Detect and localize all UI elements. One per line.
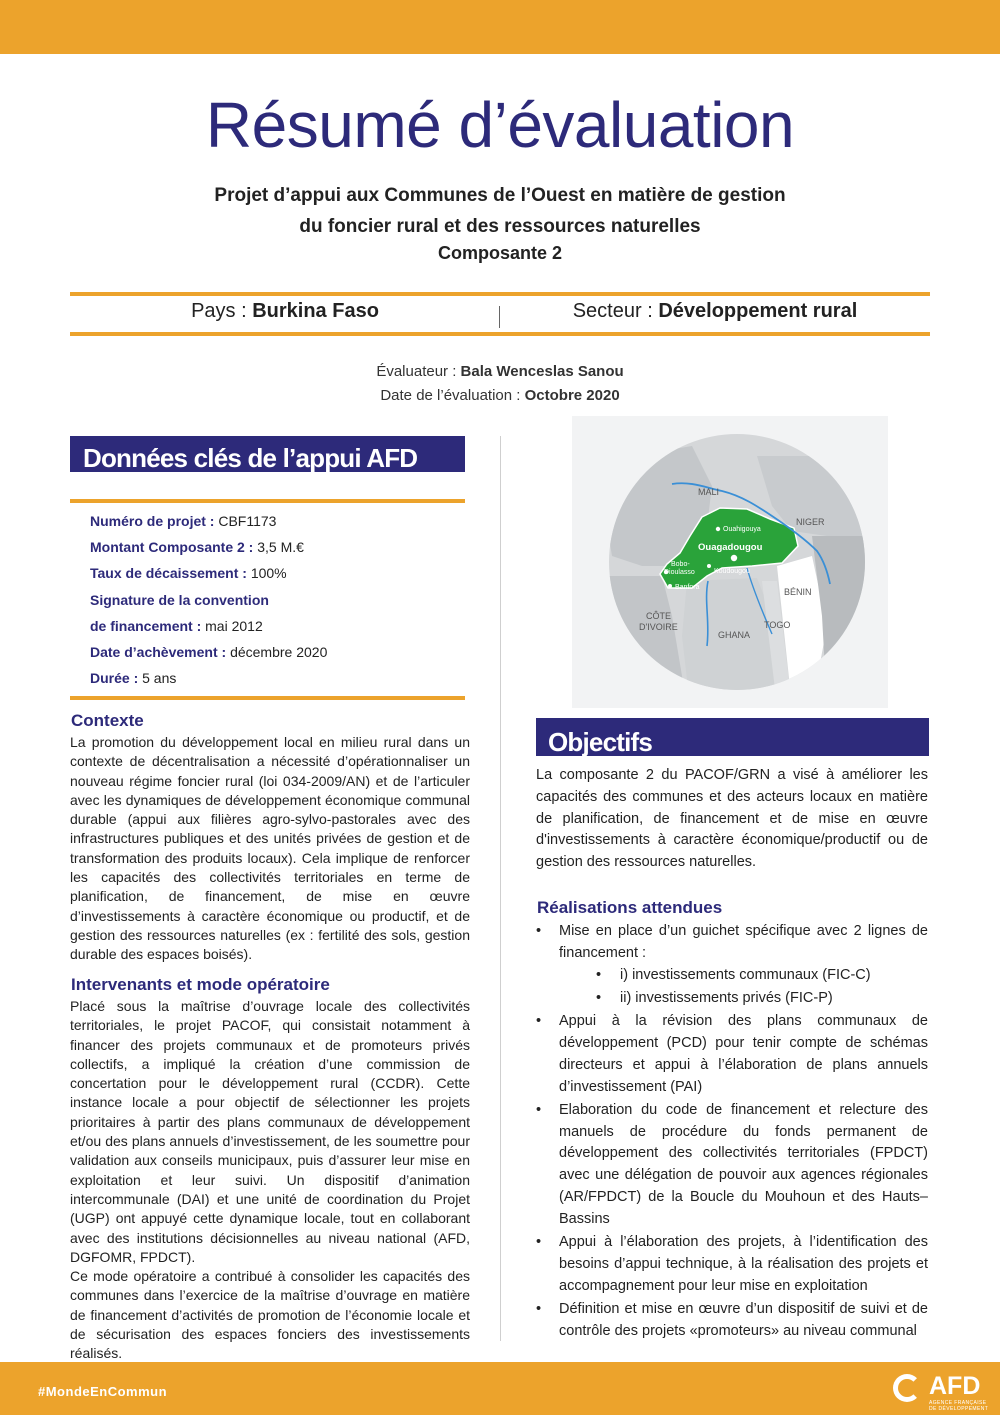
sector-label: Secteur : [572, 300, 659, 322]
afd-logo-subtitle: AGENCE FRANÇAISE DE DÉVELOPPEMENT [929, 1400, 989, 1412]
sector-value: Développement rural [658, 300, 858, 322]
country-value: Burkina Faso [252, 300, 379, 322]
afd-logo-ring-icon [893, 1374, 921, 1402]
afd-logo-text: AFD [929, 1372, 981, 1400]
evaluator-line [0, 360, 1000, 384]
key-data-item: Montant Composante 2 : 3,5 M.€ [90, 539, 304, 556]
evaluation-info [0, 360, 1000, 408]
key-data-top-rule [70, 499, 465, 503]
achievement-subitem: • ii) investissements privés (FIC-P) [596, 988, 928, 1010]
achievements-list [536, 921, 928, 1344]
objectives-text: La composante 2 du PACOF/GRN a visé à améliorer les capacités des communes et des acteurs locaux en matière de planification, de financement et de mise en œuvre d'investissements à caractère économique/productif ou de gestion des ressources naturelles. [536, 767, 928, 871]
context-heading: Contexte [71, 711, 144, 730]
country-label: Pays : [191, 300, 253, 322]
burkina-faso-map [572, 416, 888, 708]
banfora-dot [668, 584, 672, 588]
achievement-item: • Elaboration du code de financement et relecture des manuels de procédure du fonds permanent de développement des collectivités territoriales (FPDCT) avec une délégation de pouvoir aux agences régionales (AR/FPDCT) de la Boucle du Mouhoun et des Hauts–Bassins [536, 1100, 928, 1231]
key-data-heading: Données clés de l’appui AFD [70, 436, 465, 472]
afd-logo [893, 1372, 993, 1412]
date-label: Date de l’évaluation : [380, 387, 525, 404]
achievement-sublist [559, 965, 928, 1010]
achievement-subitem: • i) investissements communaux (FIC-C) [596, 965, 928, 987]
info-bar [70, 300, 930, 330]
map-label-ouagadougou: Ouagadougou [698, 542, 763, 553]
map-label-ouahigouya: Ouahigouya [723, 526, 761, 533]
actors-text [70, 997, 470, 1364]
key-data-item: Signature de la convention [90, 591, 269, 608]
map-label-divoire: D'IVOIRE [639, 622, 678, 632]
objectives-heading: Objectifs [536, 718, 929, 756]
info-bottom-rule [70, 332, 930, 336]
key-data-item: Date d’achèvement : décembre 2020 [90, 644, 328, 661]
ouagadougou-dot [731, 555, 737, 561]
info-top-rule [70, 292, 930, 296]
map-label-niger: NIGER [796, 517, 825, 527]
key-data-bottom-rule [70, 696, 465, 700]
evaluator-label: Évaluateur : [376, 363, 461, 380]
map-label-koudougou: Koudougou [714, 568, 750, 575]
component-label: Composante 2 [437, 243, 563, 263]
key-data-list [90, 508, 460, 691]
key-data-item: de financement : mai 2012 [90, 617, 263, 634]
map-label-ghana: GHANA [718, 630, 751, 640]
actors-paragraph-2: Ce mode opératoire a contribué à consolider les capacités des communes dans l’exercice de la maîtrise d’ouvrage en matière de financement d’activités de promotion de l’économie locale et de sécurisation des espaces fonciers des investissements réalisés. [70, 1268, 470, 1362]
achievement-item: • Appui à la révision des plans communaux de développement (PCD) pour tenir compte de schémas directeurs et appui à l’élaboration de plans annuels d’investissement (PAI) [536, 1011, 928, 1098]
page-title: Résumé d’évaluation [205, 89, 795, 161]
map-label-mali: MALI [698, 487, 720, 497]
actors-heading: Intervenants et mode opératoire [71, 975, 330, 994]
context-text: La promotion du développement local en milieu rural dans un contexte de décentralisation a nécessité d’opérationnaliser un nouveau régime foncier rural (loi 034-2009/AN) et de l’articuler avec les dynamiques de développement économique communal durable (appui aux filières agro-sylvo-pastorales avec des infrastructures publiques et des unités privées de gestion et de transformation des produits locaux). Cela implique de renforcer les capacités des collectivités territoriales en terme de planification, de financement, de mise en œuvre d’investissements à caractère économique ou productif, et de gestion des ressources naturelles (ex : fertilité des sols, gestion durable des espaces boisés). [70, 734, 470, 963]
key-data-item: Numéro de projet : CBF1173 [90, 513, 277, 529]
country-field [70, 300, 500, 323]
map-label-togo: TOGO [764, 620, 791, 630]
map-label-cote: CÔTE [646, 611, 672, 621]
date-value: Octobre 2020 [524, 387, 620, 404]
subtitle-line-2: du foncier rural et des ressources naturelles [299, 216, 701, 237]
map-label-bobo: Bobo- [671, 561, 690, 568]
achievements-heading: Réalisations attendues [537, 898, 723, 917]
footer-hashtag: #MondeEnCommun [38, 1384, 168, 1399]
achievement-item: • Mise en place d’un guichet spécifique avec 2 lignes de financement : • i) investissements communaux (FIC-C) • ii) investissements privés (FIC-P) [536, 921, 928, 1010]
project-subtitle [150, 180, 850, 242]
subtitle-line-1: Projet d’appui aux Communes de l’Ouest en matière de gestion [214, 185, 786, 206]
sector-field [500, 300, 930, 323]
koudougou-dot [707, 564, 711, 568]
evaluator-value: Bala Wenceslas Sanou [460, 363, 624, 380]
key-data-item: Durée : 5 ans [90, 670, 177, 687]
map-label-dioulasso: Dioulasso [664, 569, 695, 576]
key-data-item: Taux de décaissement : 100% [90, 565, 287, 582]
evaluation-date-line [0, 384, 1000, 408]
achievement-item: • Appui à l’élaboration des projets, à l’identification des besoins d’appui technique, à la réalisation des projets et accompagnement pour leur mise en exploitation [536, 1232, 928, 1297]
map-label-benin: BÉNIN [784, 587, 812, 597]
column-separator [500, 436, 501, 1341]
actors-paragraph-1: Placé sous la maîtrise d’ouvrage locale des collectivités territoriales, le projet PACOF, qui consistait notamment à financer des projets communaux et de promoteurs privés collectifs, a impliqué la création d’une commission de concertation pour le développement rural (CCDR). Cette instance locale a pour objectif de sélectionner les projets prioritaires à partir des plans communaux de développement et/ou des plans annuels d’investissement, de les soumettre pour validation aux conseils municipaux, puis d’assurer leur mise en exploitation et leur suivi. Un dispositif d’animation intercommunale (DAI) et une unité de coordination du Projet (UGP) ont appuyé cette dynamique locale, tout en collaborant avec des institutions décisionnelles au niveau national (AFD, DGFOMR, FPDCT). [70, 998, 470, 1265]
top-banner [0, 0, 1000, 54]
ouahigouya-dot [716, 527, 720, 531]
map-label-banfora: Banfora [675, 584, 700, 591]
achievement-item: • Définition et mise en œuvre d’un dispositif de suivi et de contrôle des projets «promoteurs» au niveau communal [536, 1299, 928, 1343]
